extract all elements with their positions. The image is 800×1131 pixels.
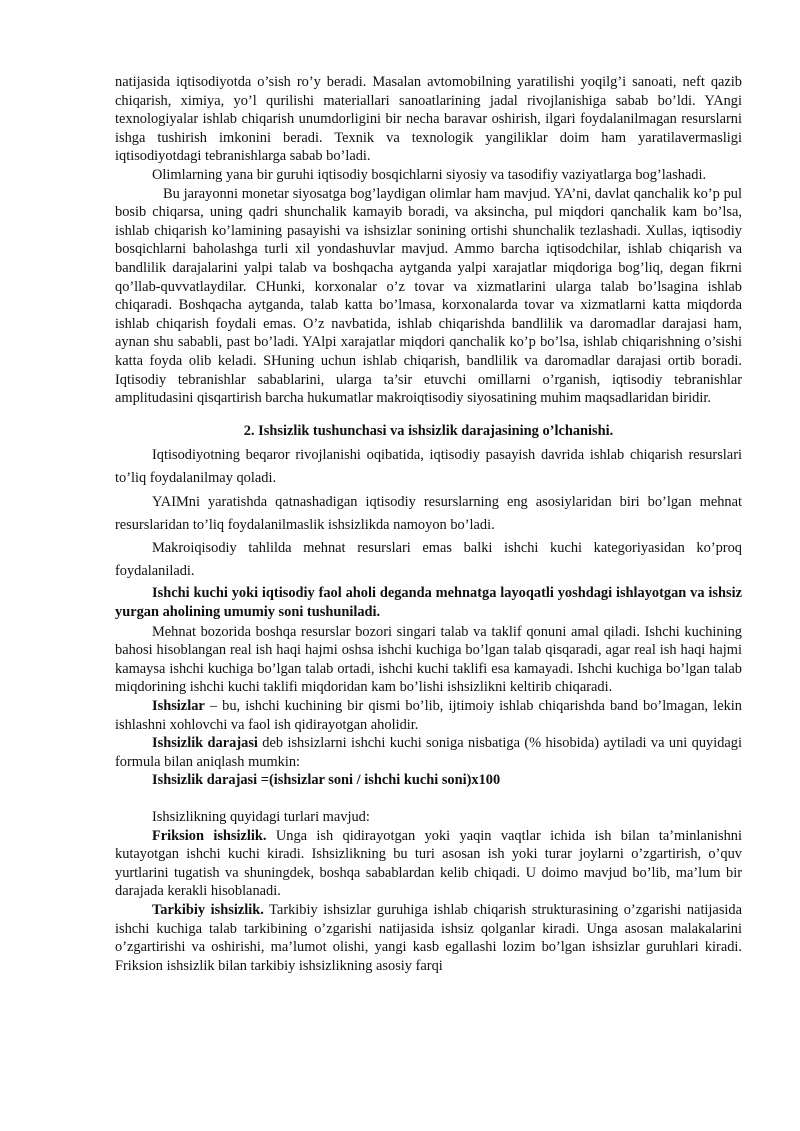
definition-text: Ishchi kuchi yoki iqtisodiy faol aholi deganda mehnatga layoqatli yoshdagi ishlayotgan va ishsiz yurgan aholining umumiy soni tushuniladi. (115, 584, 742, 621)
term-definition: Tarkibiy ishsizlar guruhiga ishlab chiqarish strukturasining o’zgarishi natijasida ishchi kuchiga talab tarkibining o’zgarishi natijasida ishsiz qolganlar kiradi. Unga asosan malakalarini o’zgartirishi va oshirishi, ma’lumot olishi, yangi kasb egallashi lozim bo’lgan ishsizlar guruhlari kiradi. Friksion ishsizlik bilan tarkibiy ishsizlikning asosiy farqi (115, 902, 743, 974)
term: Tarkibiy ishsizlik. (152, 902, 264, 918)
spacer (115, 790, 742, 808)
term-definition: deb ishsizlarni ishchi kuchi soniga nisbatiga (% hisobida) aytiladi va uni quyidagi formula bilan aniqlash mumkin: (115, 735, 742, 770)
paragraph: Ishsizlikning quyidagi turlari mavjud: (152, 809, 370, 826)
term: Ishsizlar (152, 698, 205, 715)
paragraph: Bu jarayonni monetar siyosatga bog’laydigan olimlar ham mavjud. YA’ni, davlat qanchalik ko’p pul bosib chiqarsa, uning qadri shunchalik kamayib boradi, va aksincha, pul miqdori qanchalik kam bo’lsa, ishlab chiqarish ko’lamining pasayishi va ishsizlar sonining ortishi shunchalik tezlashadi. Xullas, iqtisodiy bosqichlarni baholashga turli xil yondashuvlar mavjud. Ammo barcha iqtisodchilar, ishlab chiqarish va bandlilik darajalarini yalpi talab va boshqacha aytganda yalpi xarajatlar miqdoriga bog’liq, degan fikrni qo’llab-quvvatlaydilar. CHunki, korxonalar o’z tovar va xizmatlarini ularga talab bo’lsagina ishlab chiqaradi. Boshqacha aytganda, talab katta bo’lmasa, korxonalarda tovar va xizmatlarni katta miqdorda ishlab chiqarish foydali emas. O’z navbatida, ishlab chiqarishda bandlilik va daromadlar darajasi ham, aynan shu sababli, past bo’ladi. YAlpi xarajatlar miqdori qanchalik ko’p bo’lsa, ishlab chiqarishning o’sishi katta foyda olib keladi. SHuning uchun ishlab chiqarish, bandlilik va daromadlar darajasi ortib boradi. Iqtisodiy tebranishlar sabablarini, ularga ta’sir etuvchi omillarni o’rganish, iqtisodiy tebranishlar amplitudasini qisqartirish barcha hukumatlar makroiqtisodiy siyosatining muhim maqsadlaridan biridir. (115, 185, 742, 407)
formula: Ishsizlik darajasi =(ishsizlar soni / ishchi kuchi soni)x100 (152, 772, 501, 789)
paragraph: Makroiqisodiy tahlilda mehnat resurslari emas balki ishchi kuchi kategoriyasidan ko’proq foydalaniladi. (115, 540, 742, 580)
definition-paragraph (115, 584, 742, 623)
formula-line (115, 771, 742, 790)
document-page (115, 73, 742, 975)
section-heading: 2. Ishsizlik tushunchasi va ishsizlik darajasining o’lchanishi. (243, 422, 614, 439)
term-definition: Unga ish qidirayotgan yoki yaqin vaqtlar ichida ish bilan ta’minlanishni kutayotgan ishchi kuchi kiradi. Ishsizlikning bu turi asosan ish yoki turar joylarni o’zgartirish, o’quv yurtlarini tugatish va shuningdek, boshqa sabablardan kelib chiqadi. U doimo mavjud bo’lib, ma’lum bir darajada kerakli hisoblanadi. (115, 827, 743, 900)
paragraph: Olimlarning yana bir guruhi iqtisodiy bosqichlarni siyosiy va tasodifiy vaziyatlarga bog’lashadi. (152, 166, 707, 183)
paragraph: natijasida iqtisodiyotda o’sish ro’y beradi. Masalan avtomobilning yaratilishi yoqilg’i sanoati, neft qazib chiqarish, ximiya, yo’l qurilishi materiallari sanoatlarining jadal rivojlanishiga sabab bo’ldi. YAngi texnologiyalar ishlab chiqarish unumdorligini bir necha baravar oshirish, ilgari foydalanilmagan resurslarni ishga tushirish imkonini beradi. Texnik va texnologik yangiliklar doim ham yaratilavermasligi iqtisodiyotdagi tebranishlarga sabab bo’ladi. (115, 74, 742, 165)
term: Friksion ishsizlik. (152, 827, 267, 844)
term: Ishsizlik darajasi (152, 735, 258, 752)
paragraph (115, 734, 742, 771)
paragraph (115, 697, 742, 734)
paragraph (115, 901, 742, 975)
paragraph: YAIMni yaratishda qatnashadigan iqtisodiy resurslarning eng asosiylaridan biri bo’lgan mehnat resurslaridan to’liq foydalanilmaslik ishsizlikda namoyon bo’ladi. (115, 493, 742, 533)
term-definition: – bu, ishchi kuchining bir qismi bo’lib, ijtimoiy ishlab chiqarishda band bo’lmagan, lekin ishlashni xohlovchi va faol ish qidirayotgan aholidir. (115, 698, 742, 733)
paragraph: Iqtisodiyotning beqaror rivojlanishi oqibatida, iqtisodiy pasayish davrida ishlab chiqarish resurslari to’liq foydalanilmay qoladi. (115, 447, 742, 487)
paragraph (115, 827, 742, 901)
paragraph: Mehnat bozorida boshqa resurslar bozori singari talab va taklif qonuni amal qiladi. Ishchi kuchining bahosi hisoblangan real ish haqi hajmi oshsa ishchi kuchiga bo’lgan talab qisqaradi, agar real ish haqi hajmi kamaysa ishchi kuchiga bo’lgan talab ortadi, ishchi kuchi taklifi esa kamayadi. Ishchi kuchiga bo’lgan talab miqdorining ishchi kuchi taklifi miqdoridan kam bo’lishi ishsizlikni keltirib chiqaradi. (115, 623, 742, 696)
